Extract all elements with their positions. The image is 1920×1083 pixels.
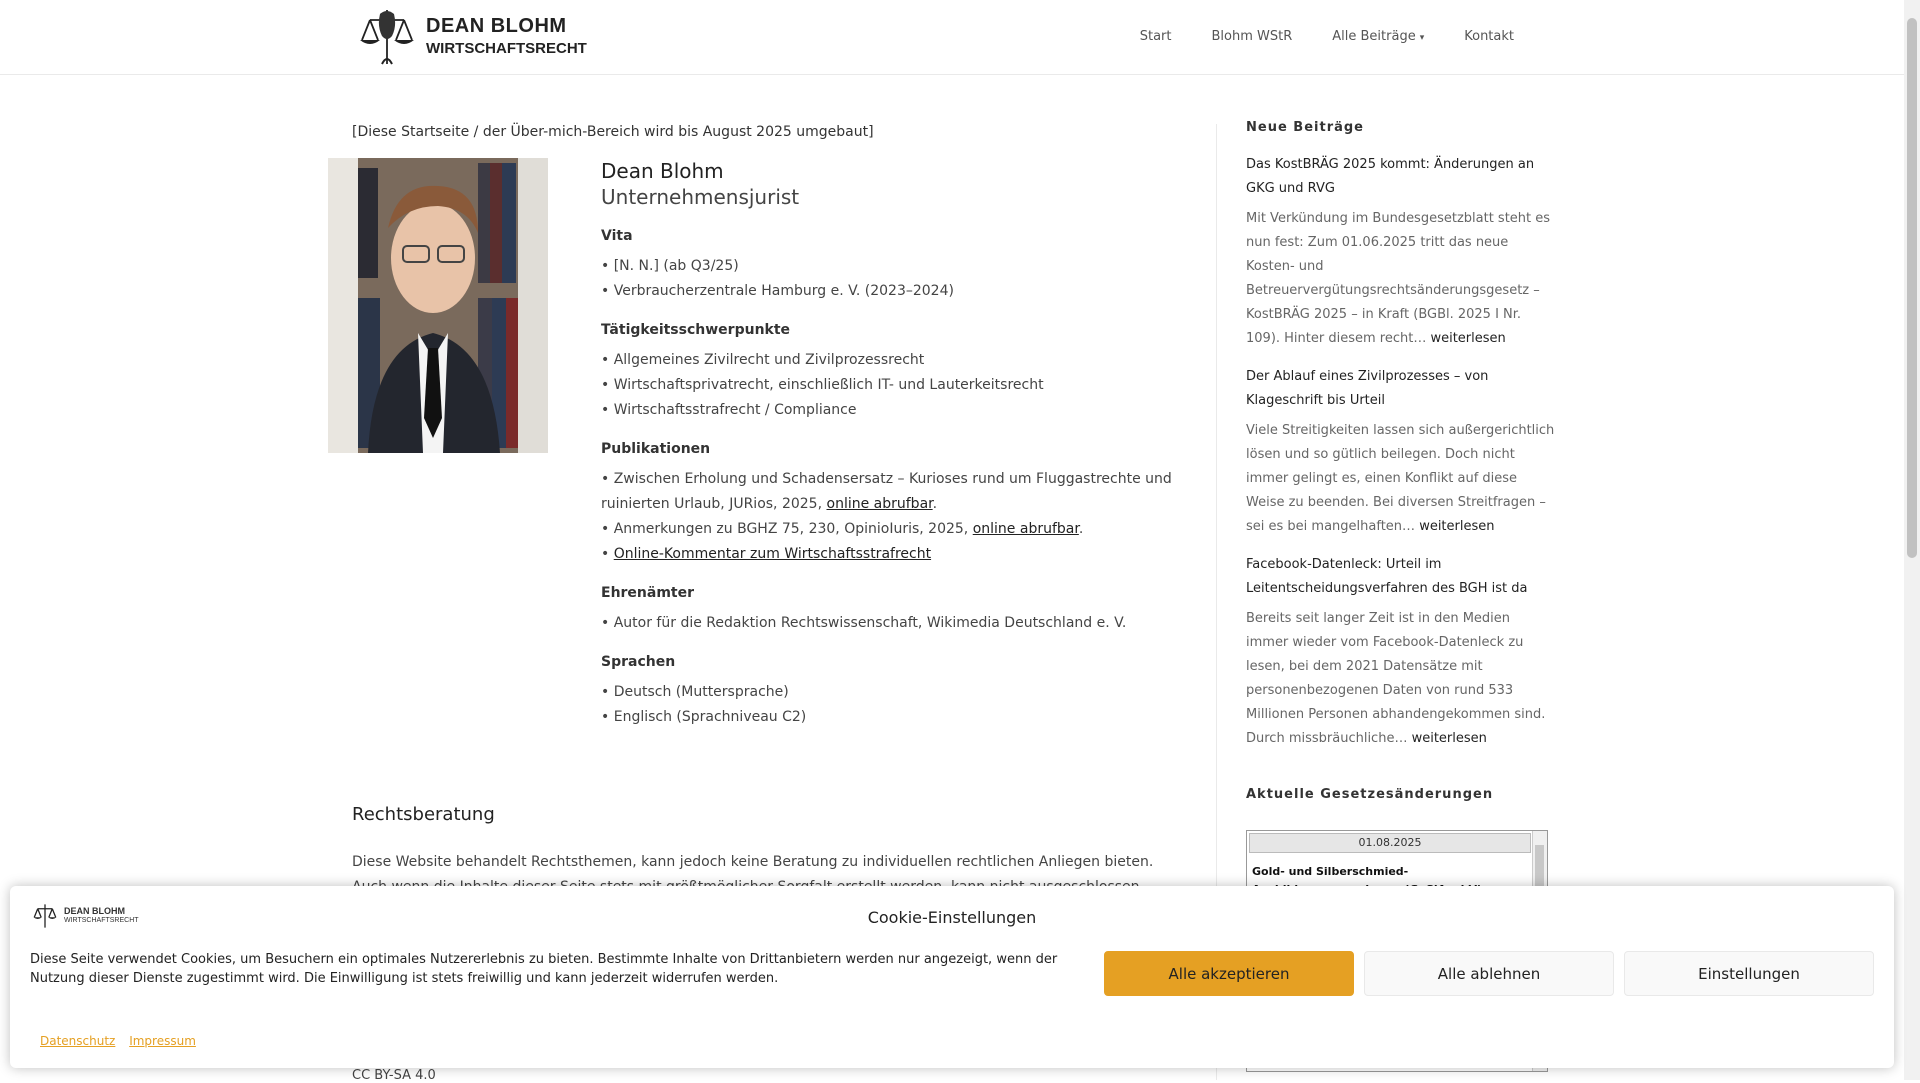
cookie-links (40, 1034, 206, 1048)
page-scrollbar[interactable] (1904, 0, 1920, 1080)
cookie-banner (10, 886, 1894, 1068)
cookie-logo-sub: WIRTSCHAFTSRECHT (64, 917, 139, 924)
list-item (601, 467, 1181, 517)
list-item: • Verbraucherzentrale Hamburg e. V. (2023–2024) (601, 279, 1181, 304)
list-item: • Allgemeines Zivilrecht und Zivilprozessrecht (601, 348, 1181, 373)
list-item: • Wirtschaftsstrafrecht / Compliance (601, 398, 1181, 423)
section-title-honorary: Ehrenämter (601, 585, 695, 601)
cookie-logo-name: DEAN BLOHM (64, 906, 125, 916)
list-item: • Deutsch (Muttersprache) (601, 680, 1181, 705)
post-excerpt: Mit Verkündung im Bundesgesetzblatt steht es nun fest: Zum 01.06.2025 tritt das neue Kosten- und Betreuervergütungsrechtsänderungsgesetz – KostBRÄG 2025 – in Kraft (BGBl. 2025 I Nr. 109). Hinter diesem recht… (1246, 211, 1551, 346)
person-name: Dean Blohm (601, 159, 724, 183)
person-role: Unternehmensjurist (601, 185, 800, 209)
post-item (1246, 365, 1556, 539)
list-item: • Autor für die Redaktion Rechtswissenschaft, Wikimedia Deutschland e. V. (601, 611, 1181, 636)
main-content (352, 124, 1182, 758)
main-nav (1120, 0, 1534, 74)
privacy-link[interactable]: Datenschutz (40, 1034, 116, 1048)
profile-photo (328, 158, 548, 453)
post-excerpt: Viele Streitigkeiten lassen sich außergerichtlich lösen und so gütlich beilegen. Doch nicht immer gelingt es, einen Konflikt auf diese Weise zu beenden. Bei diversen Streitfragen – sei es bei mangelhaften… (1246, 423, 1555, 534)
chevron-down-icon: ▾ (1419, 32, 1425, 43)
vita-list (601, 254, 1181, 304)
publication-link[interactable]: online abrufbar (826, 496, 933, 512)
publication-link[interactable]: online abrufbar (972, 521, 1079, 537)
punctuation: . (1078, 521, 1084, 537)
site-header (0, 0, 1904, 75)
list-item (601, 517, 1181, 542)
post-excerpt: Bereits seit langer Zeit ist in den Medien immer wieder vom Facebook-Datenleck zu lesen, bei dem 2021 Datensätze mit personenbezogenen Daten von rund 533 Millionen Personen abhandengekommen sind. Durch missbräuchliche… (1246, 611, 1546, 746)
commentary-link[interactable]: Online-Kommentar zum Wirtschaftsstrafrecht (613, 546, 932, 562)
accept-all-button[interactable]: Alle akzeptieren (1104, 951, 1354, 996)
cookie-title: Cookie-Einstellungen (867, 908, 1037, 927)
section-title-vita: Vita (601, 228, 633, 244)
publication-text: Zwischen Erholung und Schadensersatz – Kurioses rund um Fluggastrechte und ruinierten Urlaub, JURios, 2025, (601, 471, 1172, 512)
site-logo[interactable] (352, 6, 592, 68)
law-changes-title: Aktuelle Gesetzesänderungen (1246, 787, 1494, 802)
read-more-link[interactable]: weiterlesen (1419, 519, 1495, 534)
post-item (1246, 553, 1556, 751)
focus-list (601, 348, 1181, 423)
read-more-link[interactable]: weiterlesen (1430, 331, 1506, 346)
bio (601, 158, 1181, 730)
legal-advice-title: Rechtsberatung (352, 804, 495, 825)
law-date: 01.08.2025 (1249, 833, 1531, 853)
punctuation: . (932, 496, 938, 512)
read-more-link[interactable]: weiterlesen (1411, 731, 1487, 746)
languages-list (601, 680, 1181, 730)
law-item-link[interactable]: Gold- und Silberschmied- (1252, 865, 1409, 878)
cookie-text: Diese Seite verwendet Cookies, um Besuchern ein optimales Nutzererlebnis zu bieten. Bestimmte Inhalte von Drittanbietern werden nur angezeigt, wenn der Nutzung dieser Dienste zugestimmt wird. Die Einwilligung ist stets freiwillig und kann jederzeit widerrufen werden. (30, 952, 1058, 986)
nav-item-alle-beitraege[interactable] (1312, 0, 1444, 75)
profile-section (352, 158, 1182, 758)
reject-all-button[interactable]: Alle ablehnen (1364, 951, 1614, 996)
nav-item-start[interactable]: Start (1139, 29, 1172, 44)
section-title-publications: Publikationen (601, 441, 711, 457)
post-title-link[interactable]: Das KostBRÄG 2025 kommt: Änderungen an GKG und RVG (1246, 157, 1535, 196)
section-title-focus: Tätigkeitsschwerpunkte (601, 322, 791, 338)
list-item: • [N. N.] (ab Q3/25) (601, 254, 1181, 279)
post-title-link[interactable]: Facebook-Datenleck: Urteil im Leitentscheidungsverfahren des BGH ist da (1246, 557, 1528, 596)
section-title-languages: Sprachen (601, 654, 676, 670)
cookie-settings-button[interactable]: Einstellungen (1624, 951, 1874, 996)
justitia-logo-icon (352, 6, 422, 68)
page-scroll-thumb[interactable] (1907, 18, 1917, 558)
publication-text: Anmerkungen zu BGHZ 75, 230, OpinioIuris, 2025, (613, 521, 969, 537)
logo-subtitle: WIRTSCHAFTSRECHT (426, 40, 587, 57)
nav-item-label: Alle Beiträge (1332, 28, 1416, 44)
recent-posts-title: Neue Beiträge (1246, 120, 1364, 135)
imprint-link[interactable]: Impressum (129, 1034, 196, 1048)
list-item: • Englisch (Sprachniveau C2) (601, 705, 1181, 730)
list-item: • Wirtschaftsprivatrecht, einschließlich IT- und Lauterkeitsrecht (601, 373, 1181, 398)
nav-item-blohm-wstr[interactable]: Blohm WStR (1211, 29, 1293, 44)
legal-advice-text: Diese Website behandelt Rechtsthemen, kann jedoch keine Beratung zu individuellen rechtlichen Anliegen bieten. (352, 854, 1154, 870)
publications-list (601, 467, 1181, 567)
honorary-list (601, 611, 1181, 636)
construction-notice: [Diese Startseite / der Über-mich-Bereich wird bis August 2025 umgebaut] (352, 124, 874, 140)
logo-name: DEAN BLOHM (426, 15, 567, 37)
nav-item-kontakt[interactable]: Kontakt (1464, 29, 1514, 44)
post-item (1246, 153, 1556, 351)
list-item (601, 542, 1181, 567)
post-title-link[interactable]: Der Ablauf eines Zivilprozesses – von Klageschrift bis Urteil (1246, 369, 1489, 408)
license-text: CC BY-SA 4.0 (352, 1068, 436, 1083)
